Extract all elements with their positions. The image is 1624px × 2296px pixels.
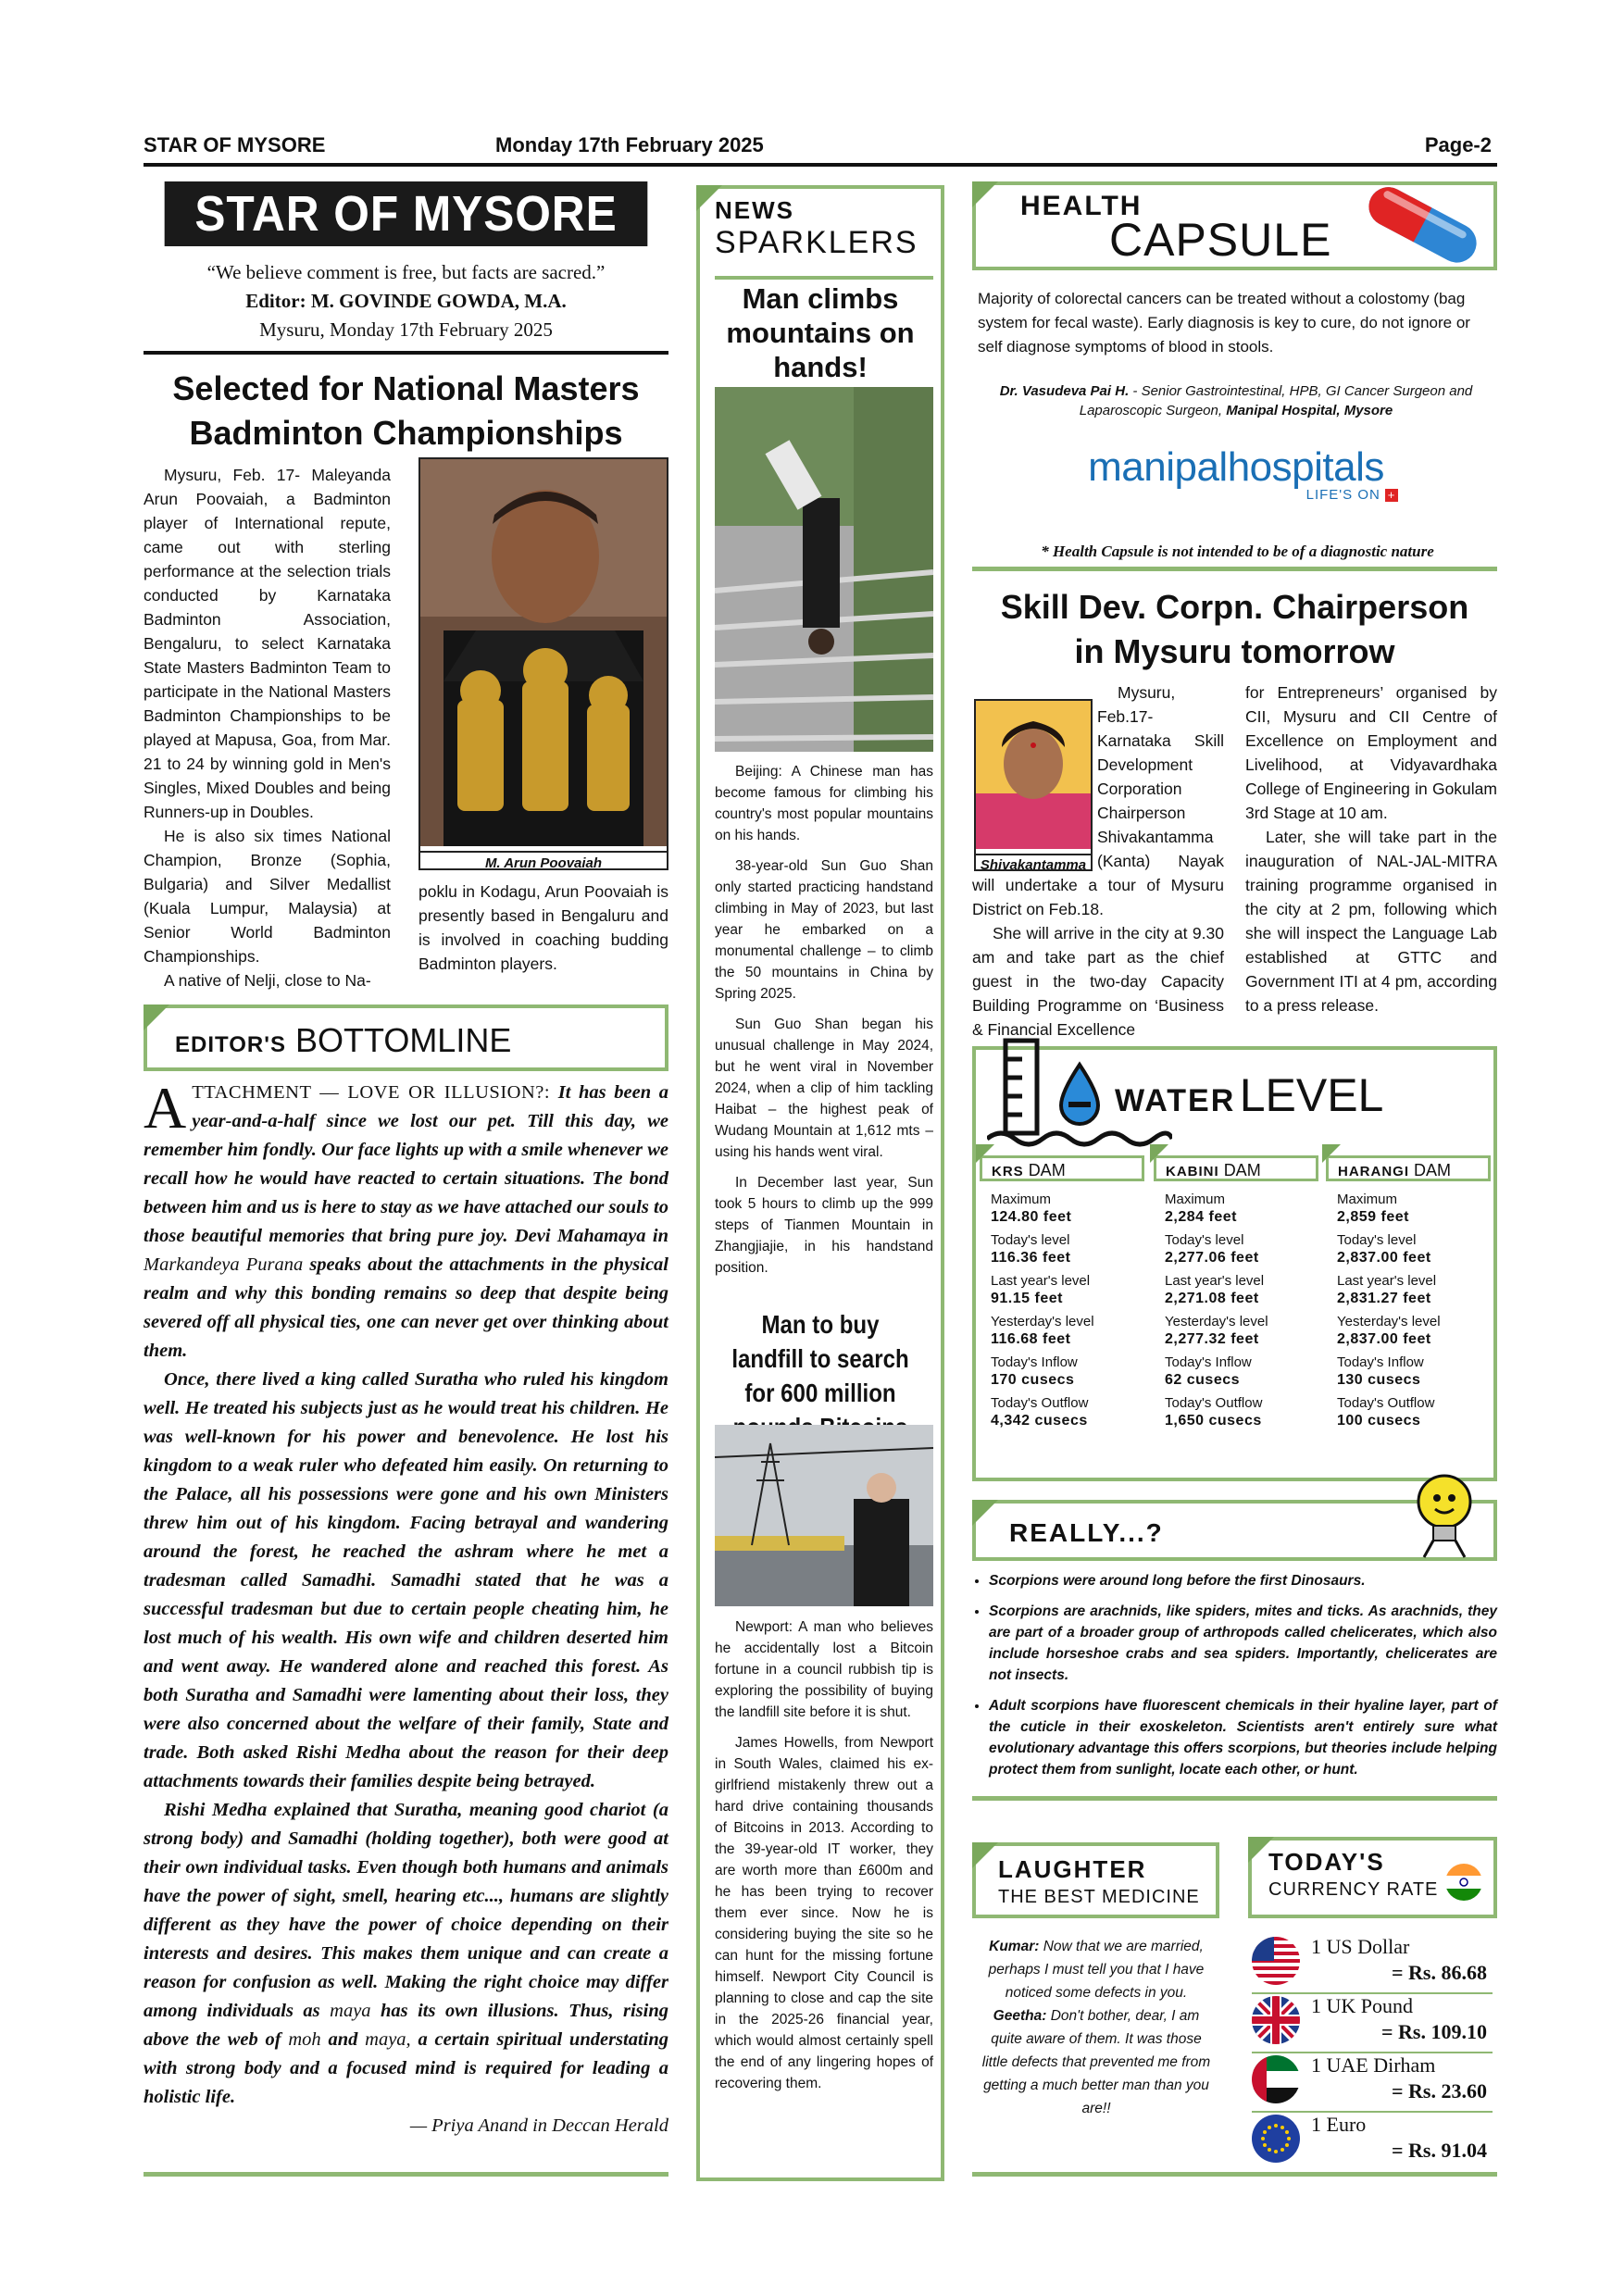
sparkler1-body bbox=[715, 761, 933, 1288]
dam-kabini bbox=[1154, 1155, 1318, 1429]
badminton-photo-frame bbox=[418, 457, 668, 870]
health-capsule-credit bbox=[981, 381, 1491, 420]
outflow-label: Today's Outflow bbox=[1337, 1395, 1435, 1411]
left-bottom-rule bbox=[144, 2172, 668, 2177]
label-light: THE BEST MEDICINE bbox=[998, 1887, 1200, 1907]
dam-krs-heading bbox=[980, 1155, 1144, 1181]
bottomline-p3b: has its own illusions. Thus, rising above the web of bbox=[144, 2001, 668, 2050]
label-light: CAPSULE bbox=[1109, 214, 1332, 266]
bottomline-p3a: Rishi Medha explained that Suratha, meaning good chariot (a strong body) and Samadhi (holding together), both were good at their own individual tasks. Even though both humans and animals have the power of sight, smell, hearing etc..., humans are slightly different as they have the power of choice depending on their interests and desires. This makes them unique and can create a reason for confusion as well. Making the right choice may differ among individuals as bbox=[144, 1800, 668, 2021]
dam-harangi-values bbox=[1326, 1181, 1491, 1429]
label-bold: HEALTH bbox=[1020, 191, 1143, 221]
masthead-motto: “We believe comment is free, but facts are sacred.” bbox=[206, 261, 606, 283]
inflow-label: Today's Inflow bbox=[1165, 1354, 1252, 1370]
page-number: Page-2 bbox=[1424, 133, 1492, 156]
really-item: • Scorpions were around long before the first Dinosaurs. bbox=[989, 1570, 1497, 1591]
currency-value: = Rs. 23.60 bbox=[1392, 2079, 1487, 2103]
dam-krs-values bbox=[980, 1181, 1144, 1429]
really-label: REALLY...? bbox=[1009, 1518, 1164, 1547]
doctor-credentials: - Senior Gastrointestinal, HPB, GI Cancer Surgeon and Laparoscopic Surgeon, bbox=[1079, 383, 1473, 418]
bottomline-para1 bbox=[144, 1075, 669, 1366]
bottomline-credit: — Priya Anand in Deccan Herald bbox=[409, 2115, 668, 2136]
uk-flag-icon bbox=[1252, 1996, 1300, 2044]
label-light: CURRENCY RATE bbox=[1268, 1879, 1439, 1900]
currency-row-usd bbox=[1252, 1935, 1493, 1990]
currency-value: = Rs. 109.10 bbox=[1381, 2020, 1487, 2043]
badminton-headline-line2: Badminton Championships bbox=[189, 414, 623, 452]
inflow-value: 130 cusecs bbox=[1337, 1372, 1421, 1388]
outflow-label: Today's Outflow bbox=[1165, 1395, 1263, 1411]
green-corner-tab bbox=[144, 1004, 169, 1030]
last-label: Last year's level bbox=[1165, 1273, 1265, 1289]
bottomline-p1-end: speaks about the attachments in the physical realm and why this bonding remains so deep that despite being severed off all physical ties, one can never get over thinking about them. bbox=[144, 1254, 669, 1361]
really-label-box bbox=[972, 1500, 1497, 1561]
green-corner-tab bbox=[976, 1144, 994, 1163]
bottomline-maya: maya bbox=[330, 2001, 371, 2021]
currency-label-box bbox=[1248, 1837, 1497, 1918]
badminton-col1 bbox=[144, 463, 391, 992]
max-value: 2,284 feet bbox=[1165, 1209, 1237, 1225]
green-corner-tab bbox=[972, 1842, 998, 1868]
really-item: • Scorpions are arachnids, like spiders, mites and ticks. As arachnids, they are part of a broader group of arthropods called chelicerates, which also include horseshoe crabs and sea spiders. Importantly, chelicerates are not insects. bbox=[989, 1601, 1497, 1686]
max-label: Maximum bbox=[1165, 1192, 1226, 1207]
news-sparklers-label bbox=[715, 196, 933, 280]
lightbulb-icon bbox=[1407, 1468, 1481, 1561]
us-flag-icon bbox=[1252, 1937, 1300, 1985]
label-bold: WATER bbox=[1115, 1083, 1236, 1118]
bottomline-moh: moh bbox=[288, 2029, 321, 2050]
dam-name: HARANGI bbox=[1338, 1164, 1409, 1179]
bottomline-p3c: and bbox=[328, 2029, 358, 2050]
yest-value: 2,277.32 feet bbox=[1165, 1331, 1259, 1347]
last-label: Last year's level bbox=[991, 1273, 1091, 1289]
skill-dev-headline bbox=[972, 585, 1497, 674]
inflow-value: 62 cusecs bbox=[1165, 1372, 1241, 1388]
health-rule bbox=[972, 567, 1497, 571]
max-value: 124.80 feet bbox=[991, 1209, 1072, 1225]
currency-row-eur bbox=[1252, 2111, 1493, 2170]
currency-name: 1 UK Pound bbox=[1311, 1994, 1414, 2017]
photo-float-spacer bbox=[972, 680, 1097, 873]
shivakantamma-caption: Shivakantamma bbox=[976, 854, 1091, 876]
currency-name: 1 Euro bbox=[1311, 2113, 1367, 2136]
green-corner-tab bbox=[1322, 1144, 1341, 1163]
label-bold: TODAY'S bbox=[1268, 1848, 1385, 1876]
yest-label: Yesterday's level bbox=[991, 1314, 1094, 1329]
currency-list bbox=[1252, 1935, 1494, 2170]
dam-name: KABINI bbox=[1166, 1164, 1219, 1179]
eu-flag-icon bbox=[1252, 2115, 1300, 2163]
page-header-bar bbox=[144, 130, 1497, 167]
skill-dev-col1 bbox=[972, 680, 1224, 1042]
editor-bottomline-label bbox=[175, 1021, 511, 1060]
masthead bbox=[144, 181, 668, 355]
sparkler1-p2: 38-year-old Sun Guo Shan only started practicing handstand climbing in May of 2023, but last year he embarked on a monumental challenge – to climb the 50 mountains in China by Spring 2025. bbox=[715, 858, 933, 1002]
label-bold: LAUGHTER bbox=[998, 1855, 1147, 1883]
speaker-kumar: Kumar: bbox=[989, 1939, 1040, 1954]
sparkler2-headline: Man to buy landfill to search for 600 million bbox=[731, 1310, 909, 1407]
bottomline-para2: Once, there lived a king called Suratha who ruled his kingdom well. He treated his subjects just as he would treat his children. He was well-known for his power and benevolence. He lost his kingdom to a weak ruler who defeated him easily. On returning to the Palace, all his possessions were gone and his own Ministers threw him out of his kingdom. Facing betrayal and wandering around the forest, he reached the ashram where he met a tradesman called Samadhi. Samadhi stated that he was a successful tradesman but due to certain people cheating him, he lost much of his wealth. His own wife and children deserted him and went away. He wandered alone and reached this forest. As both Suratha and Samadhi were lamenting about their loss, they were also concerned about the welfare of their family, State and trade. Both asked Rishi Medha about the reason for their deep attachments towards their families despite being betrayed. bbox=[144, 1369, 668, 1791]
last-label: Last year's level bbox=[1337, 1273, 1437, 1289]
news-sparklers-box bbox=[696, 185, 944, 2181]
water-level-label bbox=[1115, 1068, 1383, 1122]
today-value: 2,277.06 feet bbox=[1165, 1250, 1259, 1266]
sparkler1-p3: Sun Guo Shan began his unusual challenge in May 2024, but he went viral in November 2024, when a clip of him tackling Haibat – the highest peak of Wudang Mountain at 1,612 mts – using his hands went viral. bbox=[715, 1017, 933, 1160]
dam-kabini-heading bbox=[1154, 1155, 1318, 1181]
right-bottom-rule bbox=[972, 2172, 1497, 2177]
currency-name: 1 UAE Dirham bbox=[1311, 2053, 1436, 2077]
label-light: LEVEL bbox=[1239, 1069, 1384, 1121]
dam-suffix: DAM bbox=[1028, 1161, 1066, 1179]
max-label: Maximum bbox=[991, 1192, 1052, 1207]
really-item: • Adult scorpions have fluorescent chemicals in their hyaline layer, part of the cuticle in their exoskeleton. Scientists aren't entirely sure what evolutionary advantage this offers scorpions, but theories include helping protect them from sunlight, locate each other, or hunt. bbox=[989, 1695, 1497, 1780]
laughter-body bbox=[981, 1935, 1211, 2120]
label-light: BOTTOMLINE bbox=[294, 1021, 512, 1059]
skill-dev-p2: She will arrive in the city at 9.30 am and take part as the chief guest in the two-day Capacity Building Programme on ‘Business & Financial Excellence bbox=[972, 924, 1224, 1039]
green-corner-tab bbox=[1150, 1144, 1168, 1163]
outflow-value: 100 cusecs bbox=[1337, 1413, 1421, 1429]
laughter-label-box bbox=[972, 1842, 1219, 1918]
dam-kabini-values bbox=[1154, 1181, 1318, 1429]
sparkler2-body bbox=[715, 1616, 933, 2094]
currency-name: 1 US Dollar bbox=[1311, 1935, 1410, 1958]
outflow-value: 1,650 cusecs bbox=[1165, 1413, 1262, 1429]
bottomline-para3 bbox=[144, 1796, 668, 2112]
dam-name: KRS bbox=[992, 1164, 1024, 1179]
issue-date: Monday 17th February 2025 bbox=[495, 133, 764, 156]
geetha-line: Don't bother, dear, I am quite aware of them. It was those little defects that prevented me from getting a much better man than you are!! bbox=[981, 2008, 1211, 2116]
currency-value: = Rs. 91.04 bbox=[1392, 2139, 1487, 2162]
sparkler2-p2: James Howells, from Newport in South Wales, claimed his ex-girlfriend mistakenly threw out a hard drive containing thousands of Bitcoins in 2013. According to the 39-year-old IT worker, they are worth more than £600m and he has been trying to recover them ever since. Now he is considering buying the site so he can hunt for the missing fortune himself. Newport City Council is planning to close and cap the site in the 2025-26 financial year, which would almost certainly spell the end of any lingering hopes of recovering them. bbox=[715, 1735, 933, 2091]
skill-dev-p4: Later, she will take part in the inauguration of NAL-JAL-MITRA training programme organised in the city at 2 pm, following which she will inspect the Language Lab established at GTTC and Government ITI at 4 pm, according to a press release. bbox=[1245, 828, 1497, 1015]
handstand-photo bbox=[715, 387, 933, 752]
bottomline-maya2: maya, bbox=[365, 2029, 411, 2050]
dam-suffix: DAM bbox=[1223, 1161, 1261, 1179]
currency-row-gbp bbox=[1252, 1992, 1493, 2052]
outflow-label: Today's Outflow bbox=[991, 1395, 1089, 1411]
editor-bottomline-label-box bbox=[144, 1004, 668, 1071]
health-capsule-label-box bbox=[972, 181, 1497, 270]
really-rule bbox=[972, 1796, 1497, 1801]
dam-suffix: DAM bbox=[1414, 1161, 1452, 1179]
capsule-pill-icon bbox=[1354, 178, 1493, 270]
badminton-para1: Mysuru, Feb. 17- Maleyanda Arun Poovaiah, a Badminton player of International repute, came out with sterling performance at the selection trials conducted by Karnataka Badminton Association, Bengaluru, to select Karnataka State Masters Badminton Team to participate in the National Masters Badminton Championships to be played at Mapusa, Goa, from Mar. 21 to 24 by winning gold in Men's Singles, Mixed Doubles and being Runners-up in Doubles. bbox=[144, 466, 391, 821]
yest-label: Yesterday's level bbox=[1337, 1314, 1441, 1329]
uae-flag-icon bbox=[1252, 2055, 1300, 2103]
yest-label: Yesterday's level bbox=[1165, 1314, 1268, 1329]
badminton-headline-line1: Selected for National Masters bbox=[172, 369, 640, 407]
label-bold: EDITOR'S bbox=[175, 1032, 286, 1057]
green-corner-tab bbox=[972, 181, 998, 207]
landfill-photo bbox=[715, 1425, 933, 1606]
max-label: Maximum bbox=[1337, 1192, 1398, 1207]
really-list bbox=[972, 1570, 1497, 1790]
editor-bottomline-body bbox=[144, 1075, 669, 2140]
yest-value: 116.68 feet bbox=[991, 1331, 1071, 1347]
max-value: 2,859 feet bbox=[1337, 1209, 1409, 1225]
today-label: Today's level bbox=[991, 1232, 1070, 1248]
hospital-name: Manipal Hospital, Mysore bbox=[1226, 403, 1393, 418]
masthead-title: STAR OF MYSORE bbox=[165, 181, 648, 246]
green-corner-tab bbox=[972, 1500, 998, 1526]
health-capsule-disclaimer: * Health Capsule is not intended to be of a diagnostic nature bbox=[1041, 543, 1434, 560]
bottomline-p3d: a certain spiritual understating with strong body and a focused mind is required for leading a holistic life. bbox=[144, 2029, 669, 2107]
kumar-line: Now that we are married, perhaps I must tell you that I have noticed some defects in you. bbox=[988, 1939, 1205, 2001]
bottomline-lead: TTACHMENT — LOVE OR ILLUSION?: bbox=[192, 1082, 551, 1103]
label-bold: NEWS bbox=[715, 196, 794, 224]
inflow-label: Today's Inflow bbox=[991, 1354, 1078, 1370]
skill-dev-headline-line1: Skill Dev. Corpn. Chairperson bbox=[1000, 588, 1469, 626]
dam-krs bbox=[980, 1155, 1144, 1429]
skill-dev-p3: for Entrepreneurs’ organised by CII, Mysuru and CII Centre of Excellence on Employment and Livelihood, at Vidyavardhaka College of Engineering in Gokulam 3rd Stage at 10 am. bbox=[1245, 683, 1497, 822]
manipal-logo bbox=[1056, 444, 1417, 503]
masthead-dateline: Mysuru, Monday 17th February 2025 bbox=[259, 318, 553, 341]
badminton-photo bbox=[420, 459, 667, 846]
outflow-value: 4,342 cusecs bbox=[991, 1413, 1088, 1429]
today-value: 116.36 feet bbox=[991, 1250, 1071, 1266]
skill-dev-col2 bbox=[1245, 680, 1497, 1017]
currency-value: = Rs. 86.68 bbox=[1392, 1961, 1487, 1984]
bottomline-p1-ital: Markandeya Purana bbox=[144, 1254, 304, 1275]
label-light: SPARKLERS bbox=[715, 225, 918, 260]
skill-dev-p1: Mysuru, Feb.17- Karnataka Skill Development Corporation Chairperson Shivakantamma (Kanta) Nayak will undertake a tour of Mysuru District on Feb.18. bbox=[972, 683, 1224, 918]
inflow-value: 170 cusecs bbox=[991, 1372, 1075, 1388]
india-flag-icon bbox=[1444, 1863, 1483, 1902]
last-value: 91.15 feet bbox=[991, 1291, 1063, 1306]
doctor-name: Dr. Vasudeva Pai H. bbox=[999, 383, 1130, 399]
manipal-logo-text: manipalhospitals bbox=[1088, 444, 1384, 490]
badminton-photo-caption: M. Arun Poovaiah bbox=[420, 851, 667, 875]
yest-value: 2,837.00 feet bbox=[1337, 1331, 1431, 1347]
masthead-rule bbox=[144, 351, 668, 355]
sparkler1-p1: Beijing: A Chinese man has become famous for climbing his country's most popular mountains on his hands. bbox=[715, 764, 933, 843]
paper-name: STAR OF MYSORE bbox=[144, 133, 326, 156]
dam-harangi bbox=[1326, 1155, 1491, 1429]
dropcap: A bbox=[144, 1075, 187, 1141]
currency-row-aed bbox=[1252, 2052, 1493, 2111]
last-value: 2,831.27 feet bbox=[1337, 1291, 1431, 1306]
badminton-para3: A native of Nelji, close to Na- bbox=[164, 971, 371, 990]
skill-dev-headline-line2: in Mysuru tomorrow bbox=[1074, 632, 1395, 670]
inflow-label: Today's Inflow bbox=[1337, 1354, 1424, 1370]
badminton-headline bbox=[144, 367, 668, 455]
sparkler1-headline: Man climbs mountains on hands! bbox=[726, 282, 915, 383]
manipal-tagline-text: LIFE'S ON bbox=[1305, 487, 1380, 503]
badminton-para2: He is also six times National Champion, Bronze (Sophia, Bulgaria) and Silver Medallist (Kuala Lumpur, Malaysia) at Senior World Badminton Championships. bbox=[144, 827, 391, 966]
dam-harangi-heading bbox=[1326, 1155, 1491, 1181]
sparkler2-p1: Newport: A man who believes he accidentally lost a Bitcoin fortune in a council rubbish tip is exploring the possibility of buying the landfill site before it is shut. bbox=[715, 1619, 933, 1720]
badminton-col2: poklu in Kodagu, Arun Poovaiah is presently based in Bengaluru and is involved in coaching budding Badminton players. bbox=[418, 882, 668, 973]
bottomline-p1: It has been a year-and-a-half since we lost our pet. Till this day, we remember him fondly. Our face lights up with a smile whenever we recall how he would have reacted to certain situations. The bond between him and us is here to stay as we have attached our souls to those beautiful memories that bring pure joy. Devi Mahamaya in bbox=[144, 1082, 669, 1246]
masthead-editor: Editor: M. GOVINDE GOWDA, M.A. bbox=[245, 290, 567, 312]
health-capsule-body: Majority of colorectal cancers can be treated without a colostomy (bag system for fecal waste). Early diagnosis is key to cure, do not ignore or self diagnose symptoms of blood in stools. bbox=[978, 290, 1470, 356]
speaker-geetha: Geetha: bbox=[993, 2008, 1047, 2024]
today-value: 2,837.00 feet bbox=[1337, 1250, 1431, 1266]
sparkler1-p4: In December last year, Sun took 5 hours to climb up the 999 steps of Tianmen Mountain in Zhangjiajie, in his handstand position. bbox=[715, 1175, 933, 1276]
today-label: Today's level bbox=[1165, 1232, 1244, 1248]
last-value: 2,271.08 feet bbox=[1165, 1291, 1259, 1306]
today-label: Today's level bbox=[1337, 1232, 1417, 1248]
plus-icon: + bbox=[1385, 489, 1398, 502]
